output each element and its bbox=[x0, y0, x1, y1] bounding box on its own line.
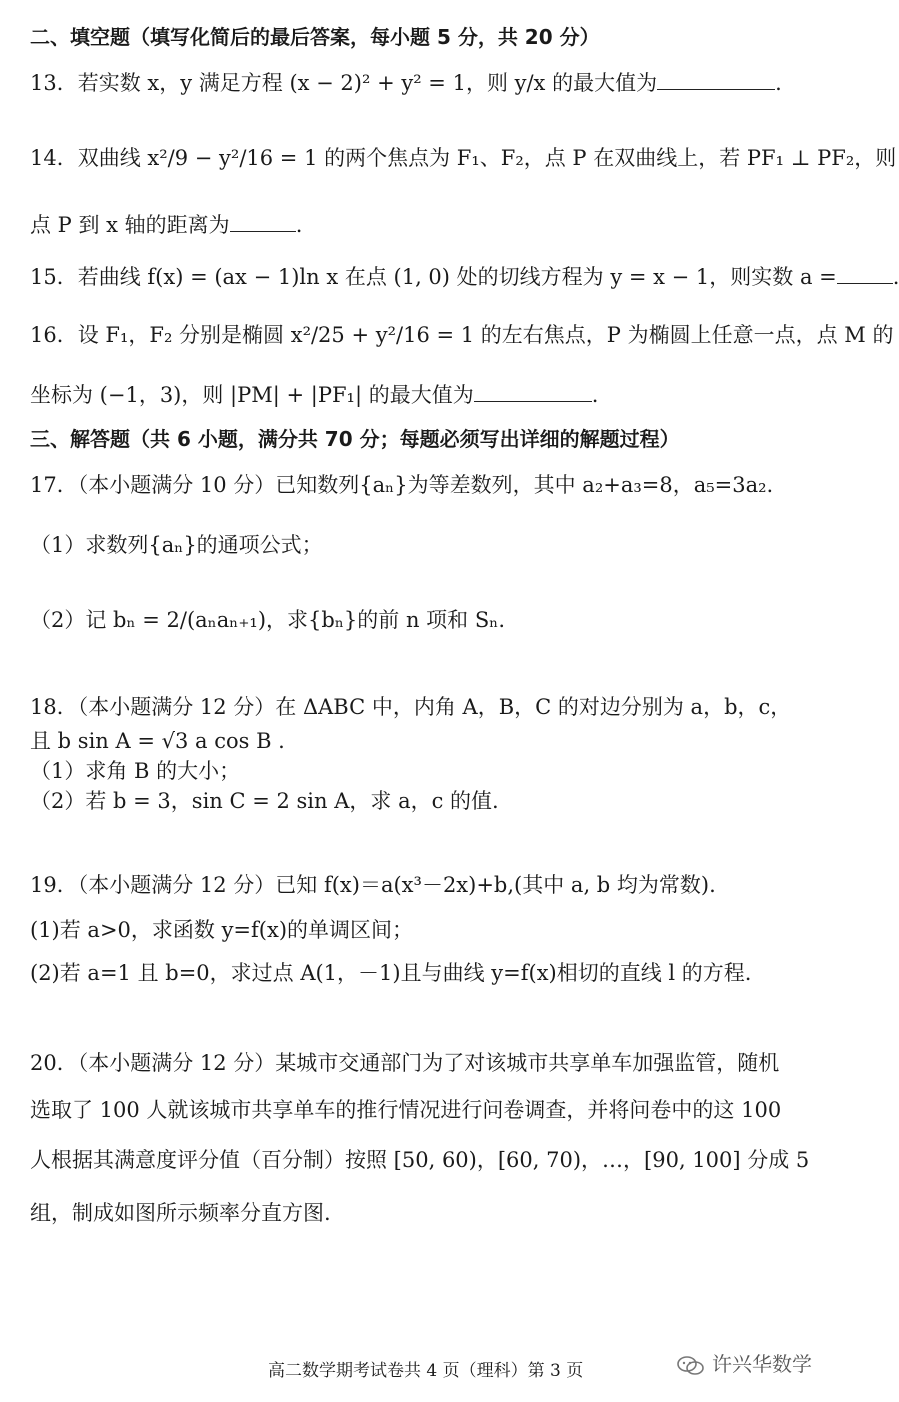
period: . bbox=[775, 71, 782, 95]
question-20-line-1: 20．（本小题满分 12 分）某城市交通部门为了对该城市共享单车加强监管，随机 bbox=[30, 1051, 780, 1075]
wechat-icon bbox=[676, 1355, 706, 1377]
question-16-text: 坐标为 (−1，3)，则 |PM| + |PF₁| 的最大值为 bbox=[30, 383, 474, 407]
question-14-line-1: 14．双曲线 x²/9 − y²/16 = 1 的两个焦点为 F₁、F₂，点 P 在双曲线上，若 PF₁ ⊥ PF₂，则 bbox=[30, 146, 897, 170]
answer-blank bbox=[657, 71, 775, 90]
question-19-part-1: (1)若 a>0，求函数 y=f(x)的单调区间； bbox=[30, 918, 414, 942]
question-18-stem-2: 且 b sin A = √3 a cos B . bbox=[30, 729, 285, 753]
period: . bbox=[295, 213, 303, 237]
answer-blank bbox=[474, 383, 592, 402]
question-20-line-2: 选取了 100 人就该城市共享单车的推行情况进行问卷调查，并将问卷中的这 100 bbox=[30, 1098, 782, 1122]
question-19-part-2: (2)若 a=1 且 b=0，求过点 A(1，－1)且与曲线 y=f(x)相切的直线 l 的方程. bbox=[30, 961, 752, 985]
question-15 bbox=[30, 262, 899, 292]
period: . bbox=[892, 265, 899, 289]
answer-blank bbox=[837, 265, 893, 284]
question-20-line-3: 人根据其满意度评分值（百分制）按照 [50, 60)，[60, 70)，…，[90, 100] 分成 5 bbox=[30, 1148, 810, 1172]
question-16-line-1: 16．设 F₁，F₂ 分别是椭圆 x²/25 + y²/16 = 1 的左右焦点，P 为椭圆上任意一点，点 M 的 bbox=[30, 323, 894, 347]
section-3-heading: 三、解答题（共 6 小题，满分共 70 分；每题必须写出详细的解题过程） bbox=[30, 427, 680, 451]
watermark-text: 许兴华数学 bbox=[712, 1352, 812, 1376]
question-20-line-4: 组，制成如图所示频率分直方图. bbox=[30, 1201, 331, 1225]
question-16-line-2 bbox=[30, 380, 598, 410]
question-17-part-2: （2）记 bₙ = 2/(aₙaₙ₊₁)，求{bₙ}的前 n 项和 Sₙ. bbox=[30, 608, 505, 632]
question-17-part-1: （1）求数列{aₙ}的通项公式； bbox=[30, 533, 323, 557]
question-19-stem: 19．（本小题满分 12 分）已知 f(x)＝a(x³－2x)+b,(其中 a, b 均为常数). bbox=[30, 873, 716, 897]
question-18-part-1: （1）求角 B 的大小； bbox=[30, 759, 241, 783]
question-13 bbox=[30, 68, 782, 98]
answer-blank bbox=[230, 213, 296, 232]
question-15-text: 15．若曲线 f(x) = (ax − 1)ln x 在点 (1, 0) 处的切线方程为 y = x − 1，则实数 a = bbox=[30, 265, 837, 289]
watermark bbox=[676, 1348, 812, 1377]
question-14-text: 点 P 到 x 轴的距离为 bbox=[30, 213, 230, 237]
question-14-line-2 bbox=[30, 210, 302, 240]
section-2-heading: 二、填空题（填写化简后的最后答案，每小题 5 分，共 20 分） bbox=[30, 25, 600, 49]
page-footer: 高二数学期考试卷共 4 页（理科）第 3 页 bbox=[268, 1361, 584, 1381]
question-18-stem: 18．（本小题满分 12 分）在 ΔABC 中，内角 A，B，C 的对边分别为 a，b，c， bbox=[30, 695, 792, 719]
question-17-stem: 17．（本小题满分 10 分）已知数列{aₙ}为等差数列，其中 a₂+a₃=8，a₅=3a₂. bbox=[30, 473, 774, 497]
question-18-part-2: （2）若 b = 3，sin C = 2 sin A，求 a，c 的值. bbox=[30, 789, 499, 813]
question-13-text: 13．若实数 x，y 满足方程 (x − 2)² + y² = 1，则 y/x 的最大值为 bbox=[30, 71, 658, 95]
period: . bbox=[591, 383, 599, 407]
